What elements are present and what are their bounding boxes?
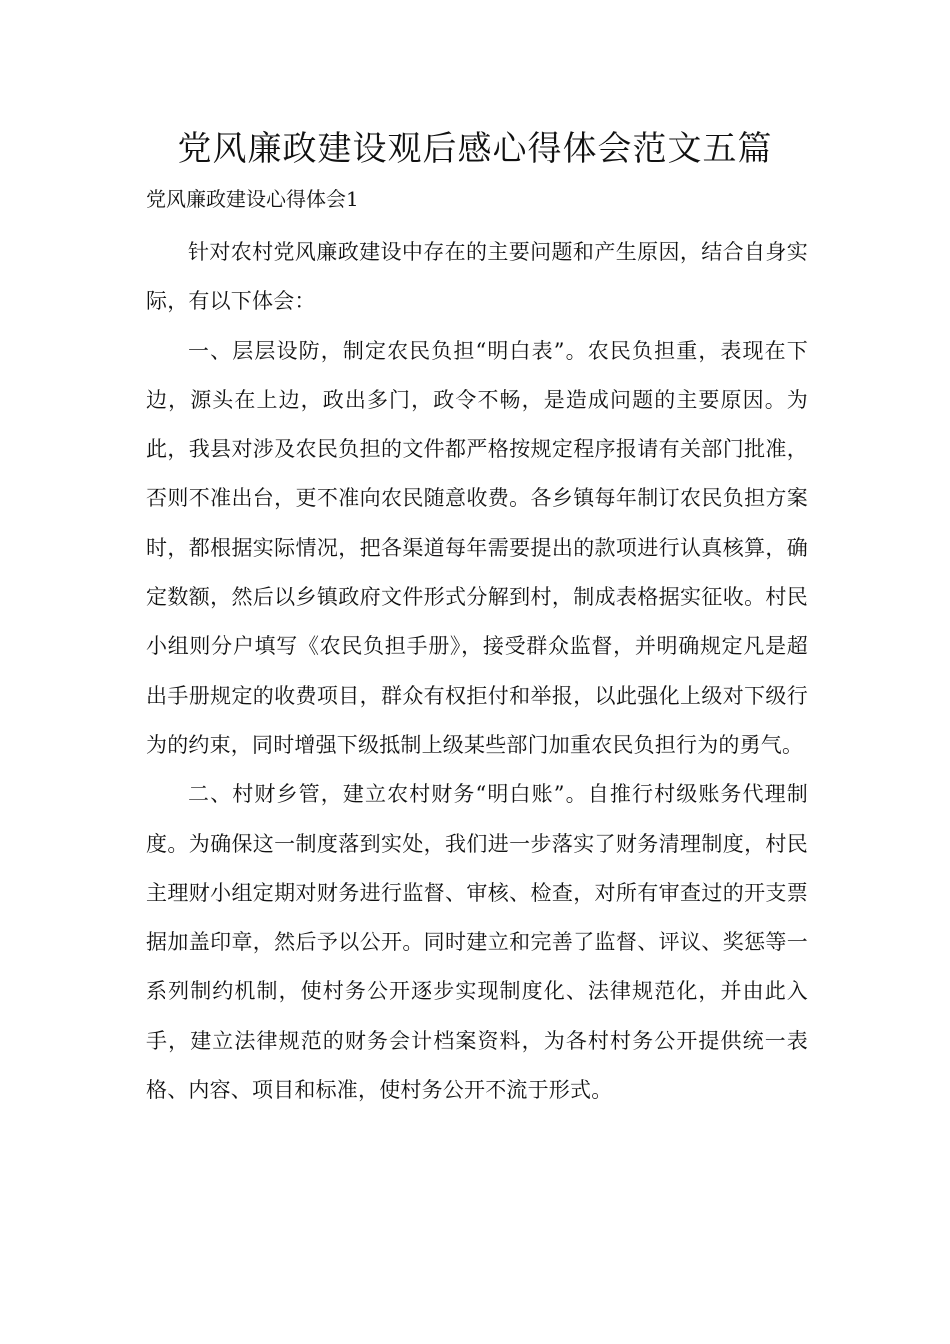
paragraph-intro: 针对农村党风廉政建设中存在的主要问题和产生原因，结合自身实际，有以下体会： [146,240,808,314]
document-title: 党风廉政建设观后感心得体会范文五篇 [177,129,773,169]
paragraph-point-one: 一、层层设防，制定农民负担“明白表”。农民负担重，表现在下边，源头在上边，政出多门，政令不畅，是造成问题的主要原因。为此，我县对涉及农民负担的文件都严格按规定程序报请有关部门批准，否则不准出台，更不准向农民随意收费。各乡镇每年制订农民负担方案时，都根据实际情况，把各渠道每年需要提出的款项进行认真核算，确定数额，然后以乡镇政府文件形式分解到村，制成表格据实征收。村民小组则分户填写《农民负担手册》，接受群众监督，并明确规定凡是超出手册规定的收费项目，群众有权拒付和举报，以此强化上级对下级行为的约束，同时增强下级抵制上级某些部门加重农民负担行为的勇气。 [146,338,808,757]
section-subtitle: 党风廉政建设心得体会1 [146,187,359,211]
document-body [146,228,808,1115]
paragraph-point-two: 二、村财乡管，建立农村财务“明白账”。自推行村级账务代理制度。为确保这一制度落到实处，我们进一步落实了财务清理制度，村民主理财小组定期对财务进行监督、审核、检查，对所有审查过的开支票据加盖印章，然后予以公开。同时建立和完善了监督、评议、奖惩等一系列制约机制，使村务公开逐步实现制度化、法律规范化，并由此入手，建立法律规范的财务会计档案资料，为各村村务公开提供统一表格、内容、项目和标准，使村务公开不流于形式。 [146,782,808,1103]
